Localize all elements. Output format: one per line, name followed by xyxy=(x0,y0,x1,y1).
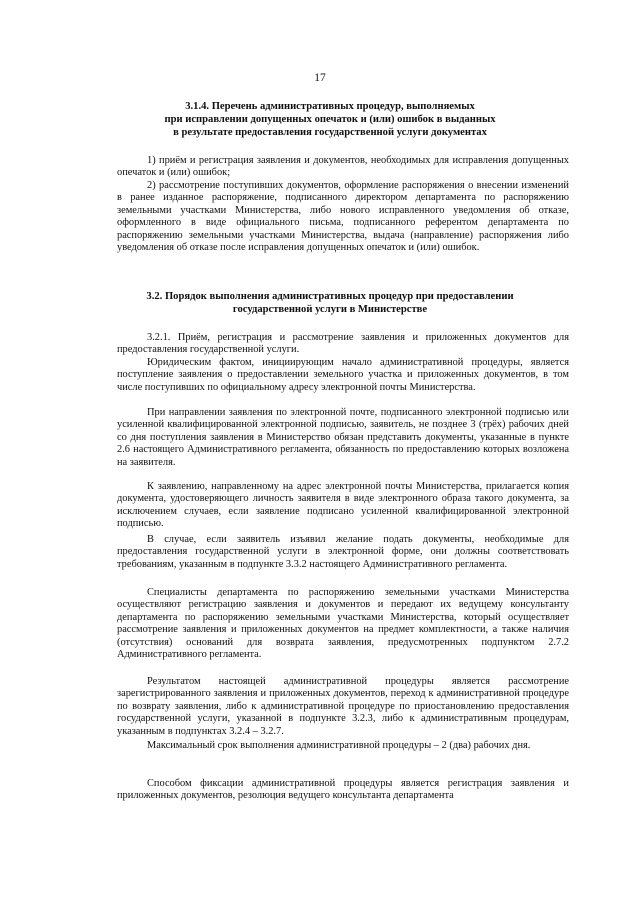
heading-line: 3.2. Порядок выполнения административных процедур при предоставлении xyxy=(146,291,514,302)
paragraph-3-2-1: 3.2.1. Приём, регистрация и рассмотрение заявления и приложенных документов для предоставления государственной услуги. xyxy=(117,332,569,356)
heading-line: государственной услуги в Министерстве xyxy=(232,304,428,315)
paragraph-email-submission: При направлении заявления по электронной почте, подписанного электронной подписью или усиленной квалифицированной электронной подписью, заявитель, не позднее 3 (трёх) рабочих дней со дня поступления заявления в Министерство обязан представить документы, указанные в пункте 2.6 настоящего Административного регламента, обязанность по предоставлению которых возложена на заявителя. xyxy=(117,407,569,468)
paragraph-electronic-form: В случае, если заявитель изъявил желание подать документы, необходимые для предоставления государственной услуги в электронной форме, они должны соответствовать требованиям, указанным в подпункте 3.3.2 настоящего Административного регламента. xyxy=(117,534,569,570)
list-item-1: 1) приём и регистрация заявления и документов, необходимых для исправления допущенных опечаток и (или) ошибок; xyxy=(117,155,569,179)
paragraph-identity-copy: К заявлению, направленному на адрес электронной почты Министерства, прилагается копия документа, удостоверяющего личность заявителя в виде электронного образа такого документа, за исключением случаев, если заявление подписано усиленной квалифицированной электронной подписью. xyxy=(117,481,569,530)
page-number: 17 xyxy=(314,72,326,84)
paragraph-max-term: Максимальный срок выполнения административной процедуры – 2 (два) рабочих дня. xyxy=(147,740,531,751)
section-3-1-4-heading xyxy=(130,100,530,139)
heading-line: 3.1.4. Перечень административных процедур, выполняемых xyxy=(185,101,475,112)
paragraph-fixation: Способом фиксации административной процедуры является регистрация заявления и приложенных документов, резолюция ведущего консультанта департамента xyxy=(117,778,569,802)
paragraph-legal-fact: Юридическим фактом, инициирующим начало административной процедуры, является поступление заявления о предоставлении земельного участка и приложенных документов, в том числе поступивших по официальному адресу электронной почты Министерства. xyxy=(117,357,569,393)
section-3-2-heading xyxy=(130,290,530,316)
paragraph-specialists: Специалисты департамента по распоряжению земельными участками Министерства осуществляют регистрацию заявления и документов и передают их ведущему консультанту департамента по распоряжению земельными участками Министерства, который осуществляет рассмотрение заявления и приложенных документов на предмет комплектности, а также наличия (отсутствия) оснований для возврата заявления, предусмотренных подпунктом 2.7.2 Административного регламента. xyxy=(117,587,569,661)
heading-line: при исправлении допущенных опечаток и (или) ошибок в выданных xyxy=(164,114,496,125)
heading-line: в результате предоставления государственной услуги документах xyxy=(173,127,487,138)
paragraph-result: Результатом настоящей административной процедуры является рассмотрение зарегистрированного заявления и приложенных документов, переход к административной процедуре по возврату заявления, либо к административной процедуре по приостановлению предоставления государственной услуги, указанной в подпункте 3.2.3, либо к административным процедурам, указанным в подпунктах 3.2.4 – 3.2.7. xyxy=(117,676,569,737)
list-item-2: 2) рассмотрение поступивших документов, оформление распоряжения о внесении изменений в ранее изданное распоряжение, подписанного директором департамента по распоряжению земельными участками Министерства, либо нового исправленного уведомления об отказе, оформленного в виде официального письма, подписанного референтом департамента по распоряжению земельными участками Министерства, выдача (направление) распоряжения либо уведомления об отказе после исправления допущенных опечаток и (или) ошибок. xyxy=(117,180,569,254)
